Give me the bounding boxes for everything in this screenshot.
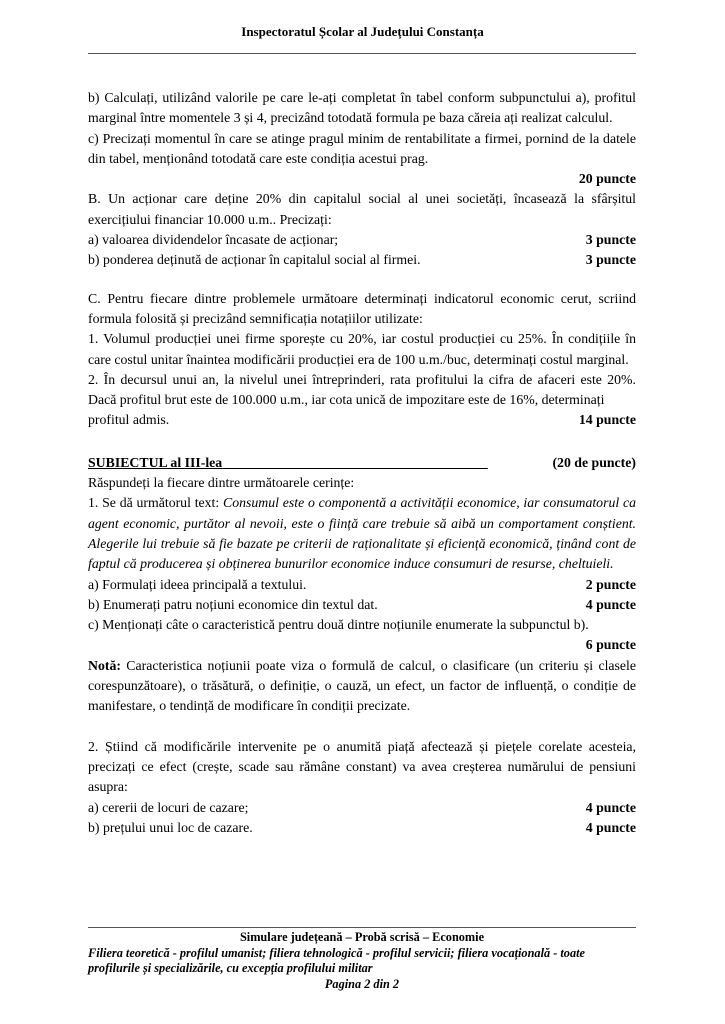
- question-1-quote: Consumul este o componentă a activității economice, iar consumatorul ca agent economic, purtător al nevoii, este o ființă care trebuie să aibă un comportament conștient. Alegerile lui trebuie să fie bazate pe criterii de raționalitate și eficiență economică, ținând cont de faptul că producerea și obținerea bunurilor economice induce consumuri de resurse, cheltuieli.: [88, 495, 636, 572]
- question-1-lead: 1. Se dă următorul text:: [88, 495, 223, 511]
- question-1c-text: c) Menționați câte o caracteristică pentru două dintre noțiunile enumerate la subpunctul b).: [88, 617, 589, 633]
- section-c-problem-2-end: [88, 410, 636, 430]
- section-b-item-a-text: a) valoarea dividendelor încasate de acționar;: [88, 232, 339, 248]
- section-c-problem-2: 2. În decursul unui an, la nivelul unei întreprinderi, rata profitului la cifra de afaceri este 20%. Dacă profitul brut este de 100.000 u.m., iar cota unică de impozitare este de 16%, determinați: [88, 371, 636, 408]
- question-2b-text: b) prețului unui loc de cazare.: [88, 819, 253, 835]
- question-1b-text: b) Enumerați patru noțiuni economice din textul dat.: [88, 596, 378, 612]
- note: [88, 656, 636, 717]
- section-c-problem-2-last: profitul admis.: [88, 412, 170, 428]
- question-1a: [88, 575, 636, 595]
- question-1b: [88, 595, 636, 615]
- section-c-problem-1: 1. Volumul producției unei firme sporește cu 20%, iar costul producției cu 25%. În condițiile în care costul unitar înaintea modificării producției era de 100 u.m./buc, determinați costul marginal.: [88, 331, 636, 367]
- section-b-intro: B. Un acționar care deține 20% din capitalul social al unei societăți, încasează la sfârșitul exercițiului financiar 10.000 u.m.. Precizați:: [88, 191, 636, 227]
- section-a-item-b: b) Calculați, utilizând valorile pe care le-ați completat în tabel conform subpunctului a), profitul marginal între momentele 3 și 4, precizând totodată formula pe baza căreia ați realizat calculul.: [88, 90, 636, 126]
- footer-page-number: Pagina 2 din 2: [324, 976, 400, 991]
- question-1b-points: 4 puncte: [585, 596, 636, 612]
- section-b-item-a: [88, 230, 636, 250]
- question-2: 2. Știind că modificările intervenite pe o anumită piață afectează și piețele corelate acesteia, precizați ce efect (crește, scade sau rămâne constant) va avea creșterea numărului de pensiuni asupra:: [88, 738, 636, 795]
- section-b-item-a-points: 3 puncte: [585, 232, 636, 248]
- question-2a: [88, 798, 636, 818]
- subject-3-title: SUBIECTUL al III-lea: [88, 454, 223, 470]
- page-footer: [88, 930, 636, 992]
- footer-divider: [88, 927, 636, 928]
- question-1a-points: 2 puncte: [585, 576, 636, 592]
- section-b-item-b: [88, 250, 636, 270]
- section-a-item-c: c) Precizați momentul în care se atinge pragul minim de rentabilitate a firmei, pornind de la datele din tabel, menționând totodată care este condiția acestui prag.: [88, 130, 636, 166]
- subject-3-instruction: Răspundeți la fiecare dintre următoarele cerințe:: [88, 475, 355, 491]
- question-2a-text: a) cererii de locuri de cazare;: [88, 799, 249, 815]
- footer-profiles: Filiera teoretică - profilul umanist; filiera tehnologică - profilul servicii; filiera vocațională - toate profilurile și specializările, cu excepția profilului militar: [88, 945, 585, 975]
- note-label: Notă:: [88, 657, 121, 673]
- section-a-points: 20 puncte: [578, 171, 636, 187]
- footer-exam-title: Simulare județeană – Probă scrisă – Economie: [239, 930, 485, 944]
- section-b-item-b-text: b) ponderea deținută de acționar în capitalul social al firmei.: [88, 252, 421, 268]
- page-header-title: Inspectoratul Școlar al Județului Constanța: [241, 24, 484, 39]
- subject-3-heading: [88, 453, 636, 473]
- question-1a-text: a) Formulați ideea principală a textului.: [88, 576, 307, 592]
- question-2b-points: 4 puncte: [585, 819, 636, 835]
- note-text: Caracteristica noțiunii poate viza o formulă de calcul, o clasificare (un criteriu și clasele corespunzătoare), o trăsătură, o definiție, o cauză, un efect, un factor de influență, o condiție de manifestare, o tendință de modificare în condiții precizate.: [88, 657, 636, 714]
- section-c-points: 14 puncte: [578, 412, 636, 428]
- header-divider: [88, 53, 636, 54]
- question-1: [88, 493, 636, 574]
- section-b-item-b-points: 3 puncte: [585, 252, 636, 268]
- subject-3-points: (20 de puncte): [552, 454, 636, 470]
- question-2b: [88, 818, 636, 838]
- question-2a-points: 4 puncte: [585, 799, 636, 815]
- document-body: [88, 88, 636, 838]
- section-c-intro: C. Pentru fiecare dintre problemele următoare determinați indicatorul economic cerut, scriind formula folosită și precizând semnificația notațiilor utilizate:: [88, 290, 636, 326]
- question-1c-points: 6 puncte: [585, 637, 636, 653]
